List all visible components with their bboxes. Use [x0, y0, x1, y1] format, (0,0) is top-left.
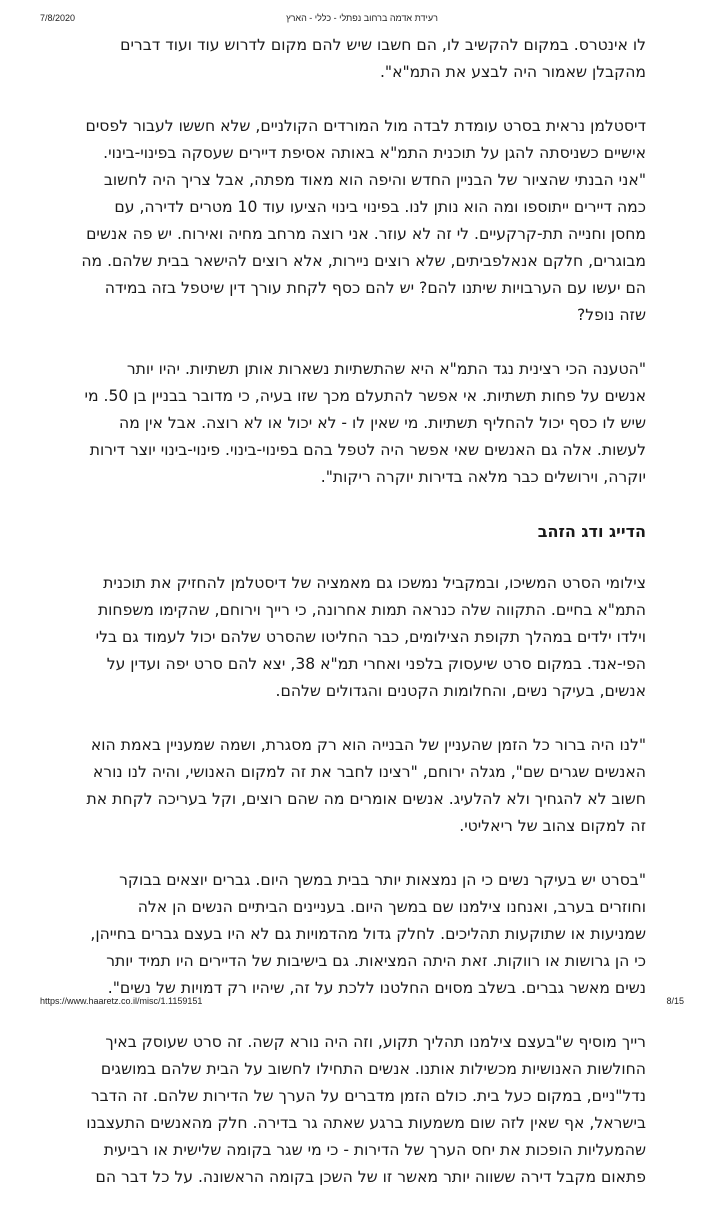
paragraph-line: האנשים שגרים שם", מגלה ירוחם, "רצינו לחבר את זה למקום האנושי, והיה לנו נורא: [92, 763, 646, 781]
article-paragraph: [84, 732, 646, 840]
paragraph-line: בישראל, אף שאין לזה שום משמעות ברגע שאתה גר בדירה. חלק מהאנשים התעצבנו: [86, 1114, 646, 1132]
paragraph-line: אנשים על פחות תשתיות. אי אפשר להתעלם מכך שזו בעיה, כי מדובר בבניין בן 50. מי: [84, 387, 646, 405]
paragraph-line: שמניעות או שתוקעות תהליכים. לחלק גדול מהדמויות גם לא היו בעצם גברים בחייהן,: [90, 925, 646, 943]
article-paragraph: [84, 570, 646, 705]
article-paragraph: [81, 113, 646, 329]
paragraph-line: נשים מאשר גברים. בשלב מסוים החלטנו ללכת על זה, שיהיו רק דמויות של נשים".: [107, 979, 646, 997]
print-footer: [40, 996, 684, 1010]
article-paragraph: [84, 867, 646, 1002]
paragraph-line: אישיים כשניסתה להגן על תוכנית התמ"א באותה אסיפת דיירים שעסקה בפינוי-בינוי.: [103, 144, 646, 162]
paragraph-line: כמה דיירים ייתוספו ומה הוא נותן לנו. בפינוי בינוי הציעו עוד 10 מטרים לדירה, עם: [114, 198, 646, 216]
paragraph-line: מחסן וחנייה תת-קרקעיים. לי זה לא עוזר. אני רוצה מרחב מחיה ואירוח. יש פה אנשים: [86, 225, 646, 243]
paragraph-line: החולשות האנושיות מכשילות אותנו. אנשים התחילו לחשוב על הבית שלהם במושגים: [100, 1060, 646, 1078]
paragraph-line: התמ"א בחיים. התקווה שלה כנראה תמות אחרונה, כי רייך וירוחם, שהקימו משפחות: [97, 601, 646, 619]
paragraph-line: דיסטלמן נראית בסרט עומדת לבדה מול המורדים הקולניים, שלא חששו לעבור לפסים: [85, 117, 646, 135]
paragraph-line: מבוגרים, חלקם אנאלפביתים, שלא רוצים ניירות, אלא רוצים להישאר בבית שלהם. מה: [81, 252, 646, 270]
paragraph-line: מהקבלן שאמור היה לבצע את התמ"א".: [379, 63, 646, 81]
paragraph-line: "אני הבנתי שהציור של הבניין החדש והיפה הוא מאוד מפתה, אבל צריך היה לחשוב: [103, 171, 646, 189]
article-paragraph: [84, 356, 646, 491]
paragraph-line: יוקרה, וירושלים כבר מלאה בדירות יוקרה ריקות".: [320, 468, 646, 486]
paragraph-line: רייך מוסיף ש"בעצם צילמנו תהליך תקוע, וזה היה נורא קשה. זה סרט שעוסק באיך: [105, 1033, 646, 1051]
paragraph-line: צילומי הסרט המשיכו, ובמקביל נמשכו גם מאמציה של דיסטלמן להחזיק את תוכנית: [103, 574, 646, 592]
paragraph-line: "בסרט יש בעיקר נשים כי הן נמצאות יותר בבית במשך היום. גברים יוצאים בבוקר: [119, 871, 646, 889]
paragraph-line: "הטענה הכי רצינית נגד התמ"א היא שהתשתיות נשארות אותן תשתיות. יהיו יותר: [126, 360, 646, 378]
article-paragraph: [84, 32, 646, 86]
paragraph-line: וילדו ילדים במהלך תקופת הצילומים, כבר החליטו שהסרט שלהם יכול לעמוד גם בלי: [95, 628, 646, 646]
paragraph-line: שזה נופל?: [577, 306, 646, 324]
paragraph-line: הפי-אנד. במקום סרט שיעסוק בלפני ואחרי תמ"א 38, יצא להם סרט יפה ועדין על: [106, 655, 646, 673]
page-number: 8/15: [666, 996, 684, 1006]
paragraph-line: אנשים, בעיקר נשים, והחלומות הקטנים והגדולים שלהם.: [275, 682, 646, 700]
section-heading: הדייג ודג הזהב: [537, 522, 646, 541]
paragraph-line: הם יעשו עם הערבויות שיתנו להם? יש להם כסף לקחת עורך דין שיטפל בזה במידה: [104, 279, 646, 297]
paragraph-line: "לנו היה ברור כל הזמן שהעניין של הבנייה הוא רק מסגרת, ושמה שמעניין באמת הוא: [90, 736, 646, 754]
paragraph-line: נדל"ניים, במקום כעל בית. כולם הזמן מדברים על הערך של הדירות שלהם. זה הדבר: [90, 1087, 646, 1105]
article-paragraph: [84, 1029, 646, 1191]
paragraph-line: לו אינטרס. במקום להקשיב לו, הם חשבו שיש להם מקום לדרוש עוד ועוד דברים: [120, 36, 646, 54]
paragraph-line: לעשות. אלה גם האנשים שאי אפשר היה לטפל בהם בפינוי-בינוי. פינוי-בינוי יוצר דירות: [89, 441, 646, 459]
article-paragraphs-top: [81, 32, 646, 491]
paragraph-line: וחוזרים בערב, ואנחנו צילמנו שם במשך היום. בעניינים הביתיים הנשים הן אלה: [137, 898, 646, 916]
paragraph-line: זה למקום צהוב של ריאליטי.: [459, 817, 646, 835]
print-url[interactable]: https://www.haaretz.co.il/misc/1.1159151: [40, 996, 203, 1006]
paragraph-line: פתאום מקבל דירה ששווה יותר מאשר זו של השכן בקומה הראשונה. על כל דבר הם: [95, 1168, 646, 1186]
paragraph-line: שיש לו כסף יכול להחליף תשתיות. מי שאין לו - לא יכול או לא רוצה. אבל אין מה: [119, 414, 646, 432]
paragraph-line: חשוב לא להגחיך ולא להלעיג. אנשים אומרים מה שהם רוצים, וקל בעריכה לקחת את: [86, 790, 646, 808]
paragraph-line: כי הן גרושות או רווקות. זאת היתה המציאות. גם בישיבות של הדיירים היו תמיד יותר: [106, 952, 646, 970]
paragraph-line: שהמעליות הופכות את יחס הערך של הדירות - כי מי שגר בקומה שלישית או רביעית: [103, 1141, 646, 1159]
article-body: [81, 32, 646, 1218]
print-header: [40, 13, 684, 27]
print-page-title: רעידת אדמה ברחוב נפתלי - כללי - הארץ: [286, 13, 438, 23]
print-date: 7/8/2020: [40, 13, 76, 23]
article-paragraphs-bottom: [84, 570, 646, 1191]
